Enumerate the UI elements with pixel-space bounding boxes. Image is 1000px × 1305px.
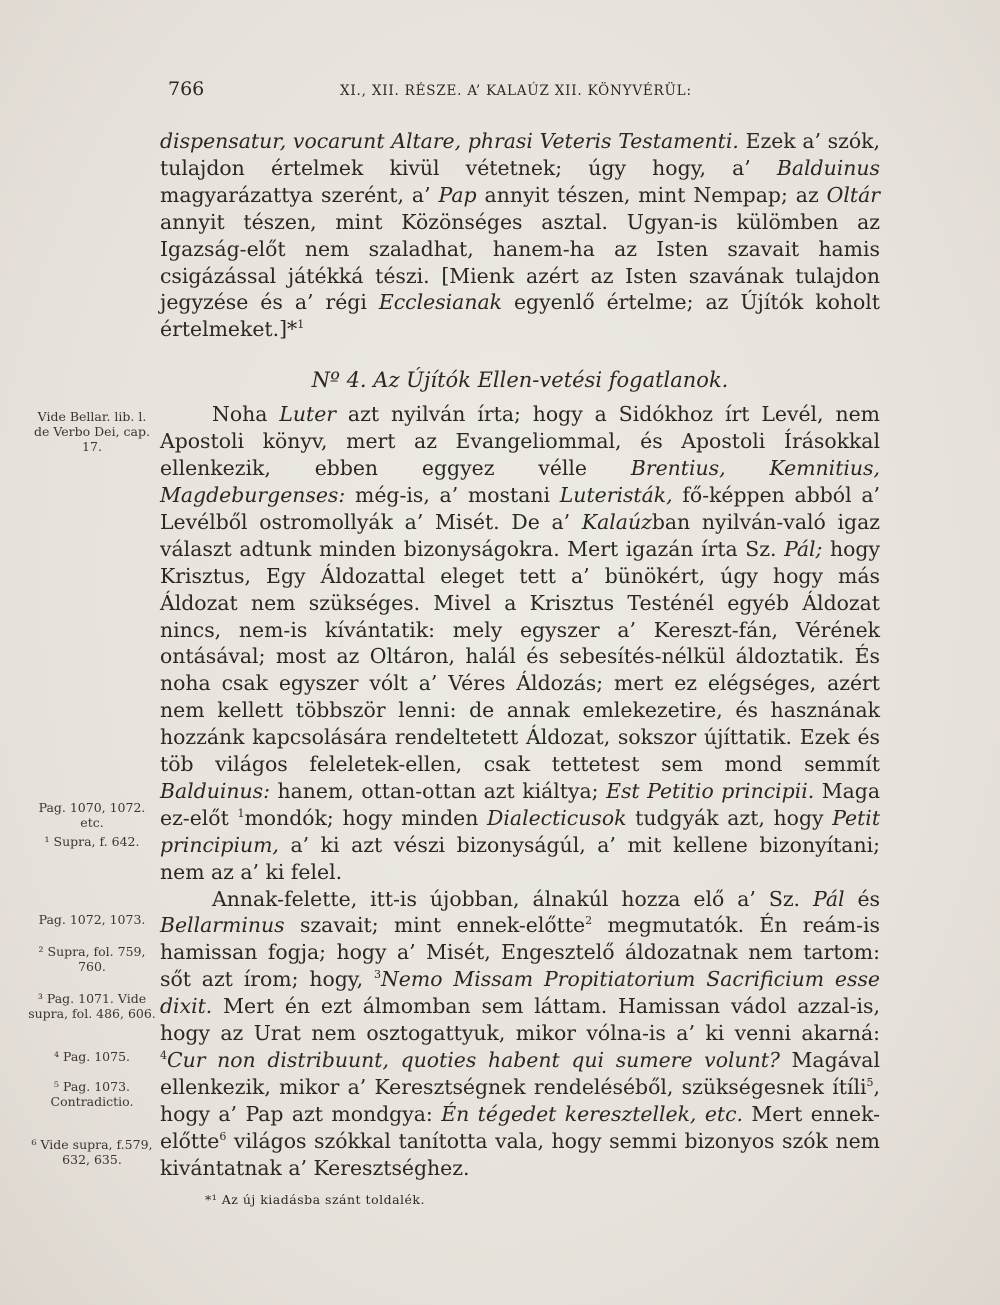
- paragraph: [160, 128, 880, 343]
- text-run: mondók; hogy minden: [244, 805, 488, 830]
- italic-run: Luter: [279, 402, 337, 427]
- italic-run: Dialecticusok: [487, 805, 627, 830]
- text-run: , hogy a’ Pap azt mondgya:: [160, 1074, 880, 1126]
- text-run: világos szókkal tanította vala, hogy semmi bizonyos szók nem kivántatnak a’ Keresztséghez.: [160, 1128, 880, 1180]
- paragraph: [160, 401, 880, 885]
- paragraph: [160, 886, 880, 1182]
- text-run: szavait; mint ennek-előtte: [284, 913, 586, 938]
- footnote-marker: 2: [585, 914, 593, 928]
- text-run: hanem, ottan-ottan azt kiáltya;: [269, 778, 607, 803]
- text-run: megmutatók. Én reám-is hamissan fogja; hogy a’ Misét, Engesztelő áldozatnak nem tartom: sőt azt írom; hogy,: [160, 913, 880, 992]
- italic-run: Pál: [813, 886, 845, 911]
- footnote-marker: 3: [373, 968, 381, 982]
- text-run: Mert ennek-előtte: [160, 1101, 880, 1153]
- text-run: tudgyák azt, hogy: [626, 805, 833, 830]
- margin-note: ⁶ Vide supra, f.579, 632, 635.: [31, 1137, 153, 1167]
- footnote-marker: 5: [866, 1076, 874, 1090]
- margin-note: ⁵ Pag. 1073. Contradictio.: [50, 1079, 134, 1109]
- text-run: és: [844, 886, 880, 911]
- text-run: hogy Krisztus, Egy Áldozattal eleget tett a’ bünökért, úgy hogy más Áldozat nem szükséges. Mivel a Krisztus Testénél egyéb Áldozat nincs, nem-is kívántatik: mely egyszer a’ Kereszt-fán, Vérének ontásával; most az Oltáron, halál és sebesítés-nélkül áldoztatik. És noha csak egyszer vólt a’ Véres Áldozás; mert ez elégséges, azért nem kellett többször lenni: de annak emlekezetire, és hasznának hozzánk kapcsolására rendeltetett Áldozat, sokszor újíttatik. Ezek és töb világos feleletek-ellen, csak tettetest sem mond semmít: [160, 536, 880, 777]
- italic-run: Pál;: [784, 536, 823, 561]
- text-run: Maga ez-előt: [160, 778, 880, 830]
- italic-run: Brentius, Kemnitius, Magdeburgenses:: [160, 456, 880, 507]
- text-run: Mert én ezt álmomban sem láttam. Hamissan vádol azzal-is, hogy az Urat nem osztogattyuk, mikor vólna-is a’ ki venni akarná:: [160, 994, 880, 1046]
- text-run: azt nyilván írta; hogy a Sidókhoz írt Levél, nem Apostoli könyv, mert az Evangeliommal, és Apostoli Írásokkal ellenkezik, ebben eggyez vélle: [160, 402, 880, 481]
- footnote-marker: 4: [160, 1049, 167, 1063]
- italic-run: Luteristák,: [559, 482, 673, 507]
- italic-run: Ecclesianak: [378, 290, 502, 315]
- section-heading: Nº 4. Az Újítók Ellen-vetési fogatlanok.: [311, 368, 729, 393]
- text-run: Annak-felette, itt-is újobban, álnakúl hozza elő a’ Sz.: [212, 886, 814, 911]
- text-run: annyit tészen, mint Nempap; az: [476, 182, 827, 207]
- italic-run: Cur non distribuunt, quoties habent qui sumere volunt?: [167, 1048, 780, 1072]
- footnote-marker: 1: [237, 807, 245, 821]
- text-run: Ezek a’ szók, tulajdon értelmek kivül vétetnek; úgy hogy, a’: [160, 129, 880, 180]
- italic-run: Petit principium,: [160, 805, 881, 857]
- margin-note: Pag. 1072, 1073.: [38, 912, 146, 927]
- running-head: XI., XII. RÉSZE. A’ KALAÚZ XII. KÖNYVÉRÜL:: [340, 83, 692, 99]
- italic-run: Bellarminus: [160, 913, 285, 938]
- italic-run: Kalaúz: [581, 509, 652, 534]
- footnote-marker: 6: [219, 1129, 227, 1143]
- text-run: fő-képpen abból a’ Levélből ostromollyák a’ Misét. De a’: [160, 482, 880, 534]
- margin-note: ² Supra, fol. 759, 760.: [38, 944, 146, 974]
- text-run: ban nyilván-való igaz választ adtunk minden bizonyságokra. Mert igazán írta Sz.: [160, 509, 880, 561]
- footnote: *¹ Az új kiadásba szánt toldalék.: [205, 1192, 425, 1207]
- text-run: Magával ellenkezik, mikor a’ Keresztségnek rendeléséből, szükségesnek ítíli: [160, 1048, 880, 1099]
- italic-run: Nemo Missam Propitiatorium Sacrificium esse dixit.: [160, 967, 880, 1019]
- text-run: a’ ki azt vészi bizonyságúl, a’ mit kellene bizonyítani; nem az a’ ki felel.: [160, 832, 880, 884]
- text-run: még-is, a’ mostani: [345, 482, 560, 507]
- footnote-marker: 1: [297, 318, 305, 332]
- italic-run: Balduinus:: [160, 778, 270, 803]
- italic-run: Balduinus: [776, 155, 880, 180]
- margin-note: ⁴ Pag. 1075.: [53, 1049, 131, 1064]
- text-run: magyarázattya szerént, a’: [160, 182, 439, 207]
- text-run: egyenlő értelme; az Újítók koholt értelmeket.]*: [160, 290, 880, 342]
- text-run: Noha: [212, 402, 280, 427]
- text-run: annyit tészen, mint Közönséges asztal. Ugyan-is külömben az Igazság-előt nem szaladhat, hanem-ha az Isten szavait hamis csigázással játékká tészi. [Mienk azért az Isten szavának tulajdon jegyzése és a’ régi: [160, 209, 880, 315]
- page-header: [160, 78, 880, 106]
- main-text: [160, 128, 880, 1182]
- margin-note: Vide Bellar. lib. l. de Verbo Dei, cap. 17.: [34, 409, 150, 454]
- italic-run: Est Petitio principii.: [606, 778, 815, 803]
- italic-run: dispensatur, vocarunt Altare, phrasi Veteris Testamenti.: [160, 129, 739, 153]
- margin-note: ³ Pag. 1071. Vide supra, fol. 486, 606.: [28, 991, 156, 1021]
- page-number: 766: [168, 78, 205, 100]
- margin-note: ¹ Supra, f. 642.: [44, 834, 140, 849]
- margin-note: Pag. 1070, 1072. etc.: [38, 800, 146, 830]
- italic-run: Én tégedet keresztellek, etc.: [441, 1101, 743, 1126]
- italic-run: Pap: [438, 182, 477, 207]
- italic-run: Oltár: [826, 182, 880, 207]
